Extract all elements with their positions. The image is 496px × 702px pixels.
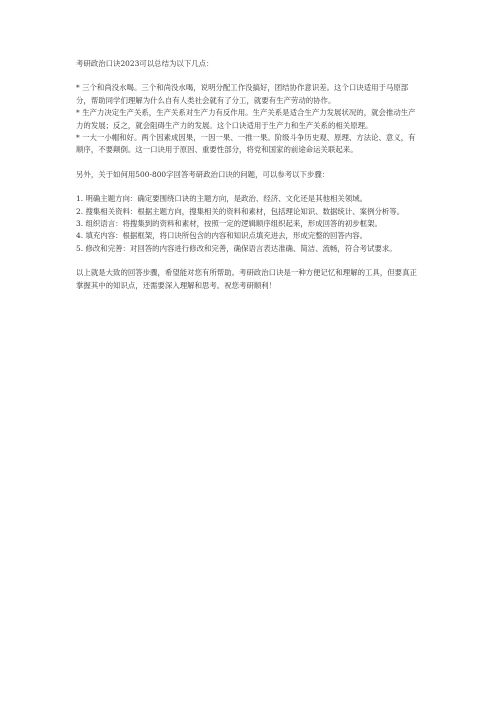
mnemonic-item: * 生产力决定生产关系，生产关系对生产力有反作用。生产关系是适合生产力发展状况的，就会推动生产力的发展；反之，就会阻碍生产力的发展。这个口诀适用于生产力和生产关系的相关原理。 xyxy=(76,108,416,130)
step-item: 5. 修改和完善：对回答的内容进行修改和完善，确保语言表达准确、简洁、流畅，符合考试要求。 xyxy=(76,243,397,253)
mnemonic-item: * 三个和尚没水喝。三个和尚没水喝，说明分配工作没搞好，团结协作意识差。这个口诀适用于马原部分，帮助同学们理解为什么自有人类社会就有了分工，就要有生产劳动的协作。 xyxy=(76,83,409,105)
step-item: 1. 明确主题方向：确定要围绕口诀的主题方向，是政治、经济、文化还是其他相关领域。 xyxy=(76,194,368,204)
step-item: 4. 填充内容：根据框架，将口诀所包含的内容和知识点填充进去，形成完整的回答内容。 xyxy=(76,231,368,241)
step-item: 2. 搜集相关资料：根据主题方向，搜集相关的资料和素材，包括理论知识、数据统计、案例分析等。 xyxy=(76,206,405,216)
step-item: 3. 组织语言：将搜集到的资料和素材，按照一定的逻辑顺序组织起来，形成回答的初步框架。 xyxy=(76,219,382,229)
intro-paragraph: 考研政治口诀2023可以总结为以下几点： xyxy=(76,59,214,68)
document-body xyxy=(76,58,422,292)
conclusion-paragraph: 以上就是大致的回答步骤，希望能对您有所帮助。考研政治口诀是一种方便记忆和理解的工具，但要真正掌握其中的知识点，还需要深入理解和思考。祝您考研顺利！ xyxy=(76,268,417,290)
steps-intro-paragraph: 另外，关于如何用500-800字回答考研政治口诀的问题，可以参考以下步骤： xyxy=(76,169,330,179)
mnemonic-item: * 一大一小帽和好。两个因素成因果，一因一果、一推一果。阶级斗争历史观、原理、方法论、意义，有顺序，不要颠倒。这一口诀用于原因、重要性部分，将党和国家的前途命运关联起来。 xyxy=(76,133,416,155)
